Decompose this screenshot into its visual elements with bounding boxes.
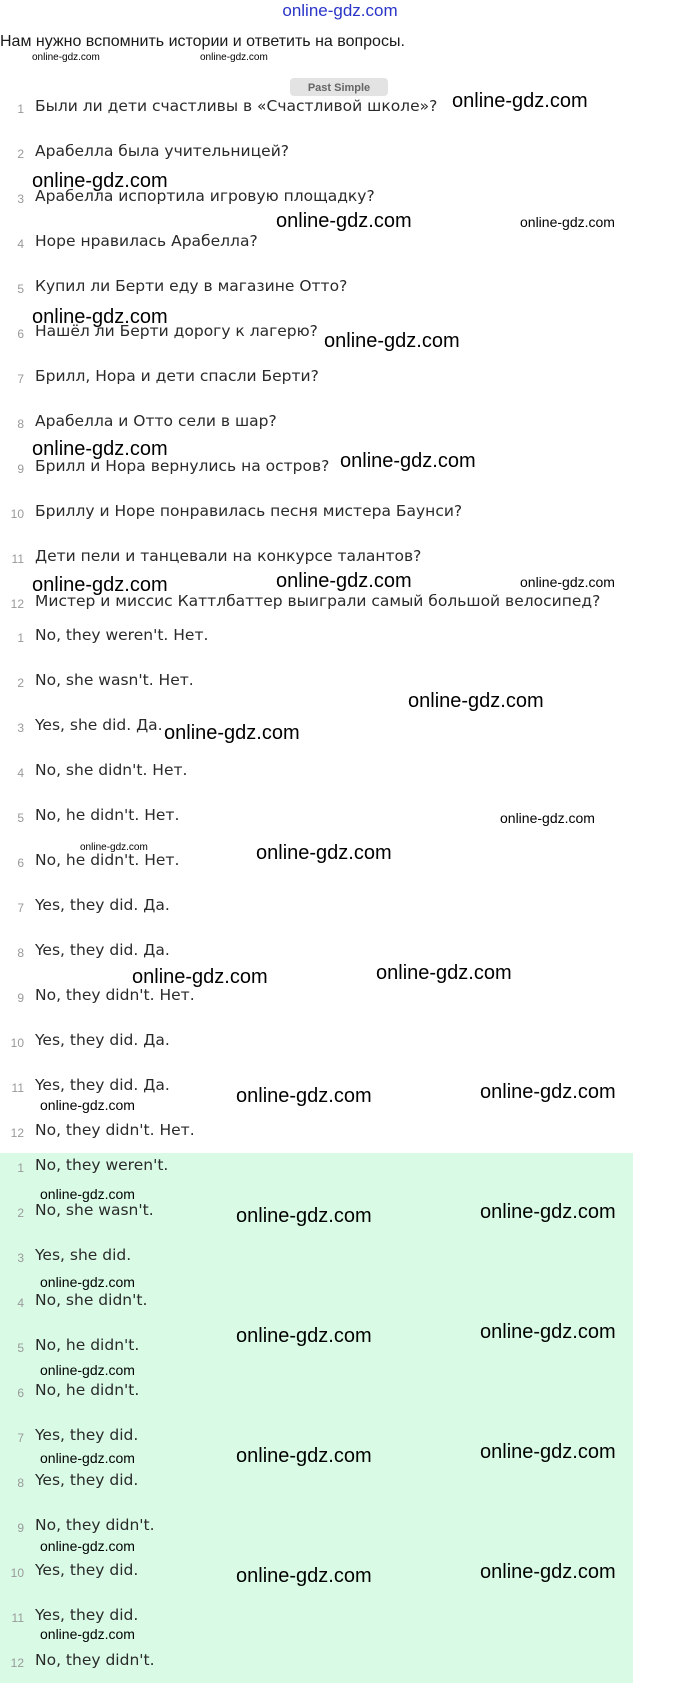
item-number: 6 [17, 1386, 24, 1400]
item-text: Yes, they did. [35, 1606, 139, 1624]
watermark-text: online-gdz.com [236, 1325, 372, 1347]
item-number: 10 [10, 507, 24, 521]
item-text: Yes, she did. [35, 1246, 132, 1264]
item-text: Бриллу и Норе понравилась песня мистера Баунси? [35, 502, 463, 520]
item-text: Yes, they did. Да. [35, 896, 170, 914]
item-number: 6 [17, 327, 24, 341]
watermark-text: online-gdz.com [80, 842, 148, 853]
item-number: 8 [17, 1476, 24, 1490]
watermark-text: online-gdz.com [40, 1274, 135, 1290]
item-text: Арабелла и Отто сели в шар? [35, 412, 277, 430]
item-number: 7 [17, 1431, 24, 1445]
watermark-text: online-gdz.com [236, 1445, 372, 1467]
item-text: Yes, they did. [35, 1561, 139, 1579]
watermark-text: online-gdz.com [40, 1626, 135, 1642]
item-text: Брилл и Нора вернулись на остров? [35, 457, 330, 475]
item-number: 2 [17, 1206, 24, 1220]
item-number: 11 [11, 1081, 24, 1095]
watermark-text: online-gdz.com [256, 842, 392, 864]
item-text: No, he didn't. [35, 1336, 140, 1354]
item-number: 9 [17, 1521, 24, 1535]
item-number: 4 [17, 237, 24, 251]
watermark-text: online-gdz.com [376, 962, 512, 984]
watermark-text: online-gdz.com [200, 52, 268, 63]
watermark-text: online-gdz.com [408, 690, 544, 712]
item-number: 9 [17, 462, 24, 476]
item-number: 1 [17, 102, 24, 116]
watermark-text: online-gdz.com [500, 810, 595, 826]
watermark-text: online-gdz.com [276, 210, 412, 232]
watermark-text: online-gdz.com [40, 1538, 135, 1554]
item-text: No, they didn't. [35, 1516, 155, 1534]
watermark-text: online-gdz.com [480, 1321, 616, 1343]
item-number: 6 [17, 856, 24, 870]
item-text: Норе нравилась Арабелла? [35, 232, 258, 250]
item-number: 12 [10, 597, 24, 611]
item-text: No, she didn't. [35, 1291, 148, 1309]
watermark-text: online-gdz.com [452, 90, 588, 112]
watermark-text: online-gdz.com [32, 306, 168, 328]
item-text: Были ли дети счастливы в «Счастливой школе»? [35, 97, 438, 115]
item-number: 8 [17, 946, 24, 960]
item-text: Yes, they did. [35, 1426, 139, 1444]
item-text: No, she wasn't. [35, 1201, 154, 1219]
item-text: Мистер и миссис Каттлбаттер выиграли самый большой велосипед? [35, 592, 601, 610]
item-text: No, they didn't. [35, 1651, 155, 1669]
item-number: 7 [17, 901, 24, 915]
item-number: 5 [17, 1341, 24, 1355]
watermark-text: online-gdz.com [236, 1085, 372, 1107]
item-text: No, they didn't. Нет. [35, 986, 195, 1004]
item-text: No, they weren't. Нет. [35, 626, 209, 644]
watermark-text: online-gdz.com [40, 1362, 135, 1378]
item-number: 12 [10, 1656, 24, 1670]
watermark-text: online-gdz.com [236, 1565, 372, 1587]
item-text: No, they didn't. Нет. [35, 1121, 195, 1139]
item-text: Yes, they did. Да. [35, 941, 170, 959]
item-number: 8 [17, 417, 24, 431]
item-text: Арабелла испортила игровую площадку? [35, 187, 375, 205]
item-number: 4 [17, 766, 24, 780]
item-text: No, he didn't. [35, 1381, 140, 1399]
item-number: 3 [17, 1251, 24, 1265]
item-number: 12 [10, 1126, 24, 1140]
tab-past-simple[interactable]: Past Simple [290, 78, 388, 96]
item-number: 3 [17, 192, 24, 206]
intro-text: Нам нужно вспомнить истории и ответить на вопросы. [0, 33, 405, 50]
watermark-text: online-gdz.com [480, 1441, 616, 1463]
watermark-text: online-gdz.com [520, 574, 615, 590]
question-row [0, 359, 680, 404]
item-text: No, she wasn't. Нет. [35, 671, 194, 689]
item-text: No, she didn't. Нет. [35, 761, 188, 779]
item-number: 10 [10, 1036, 24, 1050]
item-number: 2 [17, 147, 24, 161]
watermark-text: online-gdz.com [480, 1081, 616, 1103]
item-text: Yes, they did. Да. [35, 1031, 170, 1049]
watermark-text: online-gdz.com [40, 1186, 135, 1202]
watermark-text: online-gdz.com [32, 574, 168, 596]
item-number: 9 [17, 991, 24, 1005]
translated-answer-row [0, 978, 680, 1023]
item-text: Брилл, Нора и дети спасли Берти? [35, 367, 319, 385]
item-text: Yes, they did. Да. [35, 1076, 170, 1094]
item-text: Дети пели и танцевали на конкурсе талантов? [35, 547, 422, 565]
site-header-link[interactable]: online-gdz.com [282, 1, 398, 20]
item-number: 1 [17, 631, 24, 645]
watermark-text: online-gdz.com [32, 438, 168, 460]
watermark-text: online-gdz.com [276, 570, 412, 592]
translated-answer-row [0, 888, 680, 933]
translated-answer-row [0, 933, 680, 978]
watermark-text: online-gdz.com [480, 1201, 616, 1223]
item-text: Yes, they did. [35, 1471, 139, 1489]
watermark-text: online-gdz.com [164, 722, 300, 744]
item-number: 5 [17, 811, 24, 825]
watermark-text: online-gdz.com [236, 1205, 372, 1227]
watermark-text: online-gdz.com [40, 1097, 135, 1113]
watermark-text: online-gdz.com [32, 170, 168, 192]
watermark-text: online-gdz.com [324, 330, 460, 352]
item-number: 5 [17, 282, 24, 296]
item-number: 7 [17, 372, 24, 386]
item-number: 3 [17, 721, 24, 735]
item-text: No, he didn't. Нет. [35, 806, 180, 824]
watermark-text: online-gdz.com [32, 52, 100, 63]
item-text: Купил ли Берти еду в магазине Отто? [35, 277, 348, 295]
watermark-text: online-gdz.com [520, 214, 615, 230]
translated-answer-row [0, 1023, 680, 1068]
translated-answer-row [0, 663, 680, 708]
item-number: 4 [17, 1296, 24, 1310]
item-text: Арабелла была учительницей? [35, 142, 290, 160]
answer-row [0, 1643, 680, 1688]
item-text: No, he didn't. Нет. [35, 851, 180, 869]
watermark-text: online-gdz.com [340, 450, 476, 472]
translated-answer-row [0, 708, 680, 753]
translated-answer-row [0, 753, 680, 798]
answer-row [0, 1373, 680, 1418]
item-text: Yes, she did. Да. [35, 716, 163, 734]
item-number: 2 [17, 676, 24, 690]
item-number: 10 [10, 1566, 24, 1580]
item-text: No, they weren't. [35, 1156, 169, 1174]
question-row [0, 494, 680, 539]
watermark-text: online-gdz.com [480, 1561, 616, 1583]
watermark-text: online-gdz.com [40, 1450, 135, 1466]
answer-row [0, 1463, 680, 1508]
item-text: Нашёл ли Берти дорогу к лагерю? [35, 322, 318, 340]
item-number: 11 [11, 552, 24, 566]
item-number: 11 [11, 1611, 24, 1625]
translated-answer-row [0, 618, 680, 663]
item-number: 1 [17, 1161, 24, 1175]
watermark-text: online-gdz.com [132, 966, 268, 988]
